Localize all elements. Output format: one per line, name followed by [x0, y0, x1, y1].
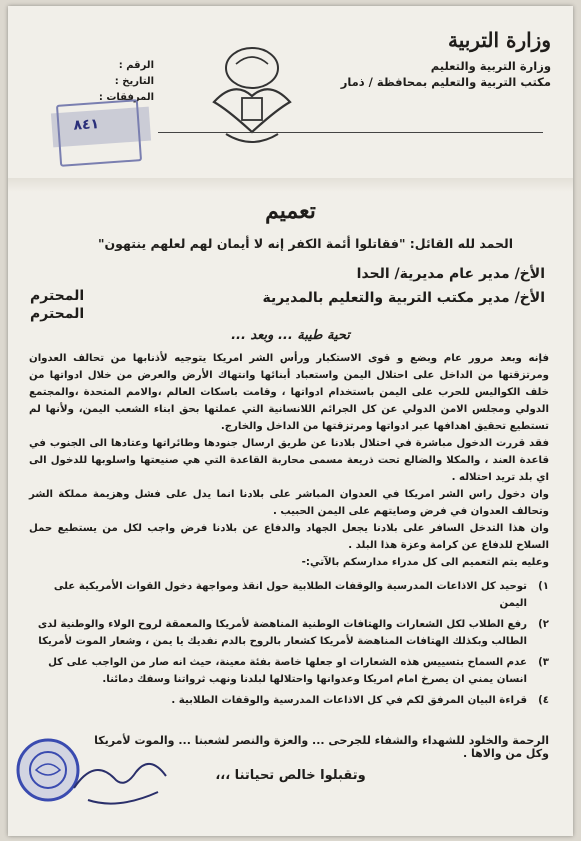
memo-page — [8, 6, 573, 836]
letterhead-right — [321, 28, 551, 90]
item-number: ٢) — [538, 619, 549, 630]
office-name: مكتب التربية والتعليم بمحافظة / ذمار — [340, 75, 551, 89]
body-paragraph: وعليه يتم التعميم الى كل مدراء مدارسكم بالآتي:- — [301, 557, 549, 568]
body-paragraph: فإنه وبعد مرور عام وبضع و قوى الاستكبار ورأس الشر امريكا يتوجيه لأذنابها من تحالف العدوان ومرتزقتها من الداخل على احتلال اليمن واستعباد أبنائها وانتهاك الأرض والعرض من خلال ادواتها من خلف الكواليس للحرب على اليمن باستخدام ادواتها ، وقامت باسكات العالم ،والامم المتحدة ،والمجتمع الدولي ومجلس الامن الدولي عن كل الجرائم اللانسانية التي عملتها بحق ابناء الشعب اليمن، ولأنها لم تستطيع تحقيق اهدافها عبر ادواتها ومرتزقتها من الداخل والخارج. — [29, 353, 549, 432]
item-number: ١) — [538, 581, 549, 592]
addressee-1 — [25, 266, 545, 282]
ministry-name: وزارة التربية والتعليم — [430, 59, 551, 73]
body-paragraph: وان دخول راس الشر امريكا في العدوان المباشر على بلادنا انما يدل على فشل وهزيمة مملكة الشر وتحالف العدوان في فرض وصايتهم على اليمن الحبيب . — [29, 489, 549, 517]
list-item — [29, 692, 549, 709]
item-text: عدم السماح بتسييس هذه الشعارات او جعلها خاصة بفئة معينة، حيث انه صار من الواجب على كل انسان يمني ان يصرخ امام امريكا وعدوانها واحتلالها لبلدنا ونهب ثرواتنا وسفك دمائنا. — [48, 657, 527, 685]
directive-list — [29, 578, 549, 713]
item-number: ٣) — [538, 657, 549, 668]
list-item — [29, 578, 549, 612]
attachments-label: المرفقات : — [98, 92, 154, 103]
paper-fold — [8, 178, 573, 192]
honor-2-text: المحترم — [30, 288, 85, 304]
item-text: قراءة البيان المرفق لكم في كل الاذاعات المدرسية والوقفات الطلابية . — [171, 695, 527, 706]
closing-line: الرحمة والخلود للشهداء والشفاء للجرحى ... والعزة والنصر لشعبنا ... والموت لأمريكا وكل من والاها . — [94, 734, 549, 760]
document-title: تعميم — [265, 198, 316, 224]
item-number: ٤) — [538, 695, 549, 706]
registration-stamp — [56, 99, 142, 167]
ministry-logo-text: وزارة التربية — [447, 28, 551, 52]
body-paragraph: فقد قررت الدخول مباشرة في احتلال بلادنا عن طريق ارسال جنودها وطائراتها وعتادها الى الجنوب في قاعدة العند ، والمكلا والضالع تحت ذريعة مسمى محاربة القاعدة التي هي صنيعتها واسلوبها للدخول الى اي بلد تريد احتلاله . — [29, 438, 549, 483]
list-item — [29, 616, 549, 650]
date-label: التاريخ : — [114, 76, 154, 87]
honor-1 — [30, 306, 84, 322]
addressee-2 — [25, 290, 545, 306]
ref-number-label: الرقم : — [118, 60, 154, 71]
addressee-2-text: الأخ/ مدير مكتب التربية والتعليم بالمديرية — [262, 290, 545, 306]
signature-icon — [68, 748, 178, 818]
opening-verse: الحمد لله القائل: "فقاتلوا أئمة الكفر إنه لا أيمان لهم لعلهم ينتهون" — [97, 236, 513, 251]
memo-body — [29, 350, 549, 571]
item-text: رفع الطلاب لكل الشعارات والهتافات الوطنية المناهضة لأمريكا والمعمقة لروح الولاء والوطنية لدى الطالب وبكذلك الهتافات المناهضة لأمريكا كشعار بالروح بالدم نفديك يا يمن ، وشعار الموت لأمريكا — [37, 619, 527, 647]
honor-1-text: المحترم — [30, 306, 85, 322]
addressee-1-text: الأخ/ مدير عام مديرية/ الحدا — [356, 266, 545, 282]
greeting: تحية طيبة ... وبعد ... — [231, 328, 350, 343]
header-divider — [158, 132, 543, 133]
item-text: توحيد كل الاذاعات المدرسية والوقفات الطلابية حول انقذ ومواجهة دخول القوات الأمريكية على اليمن — [53, 581, 527, 609]
signoff: وتقبلوا خالص تحياتنا ،،، — [215, 768, 366, 783]
stamp-number: ٨٤١ — [72, 115, 100, 134]
list-item — [29, 654, 549, 688]
republic-emblem-icon — [206, 42, 298, 152]
body-paragraph: وان هذا التدخل السافر على بلادنا يجعل الجهاد والدفاع عن بلادنا فرض واجب لكل من يستطيع حمل السلاح للدفاع عن كرامة وعزة هذا البلد . — [29, 523, 549, 551]
honor-2 — [30, 288, 84, 304]
